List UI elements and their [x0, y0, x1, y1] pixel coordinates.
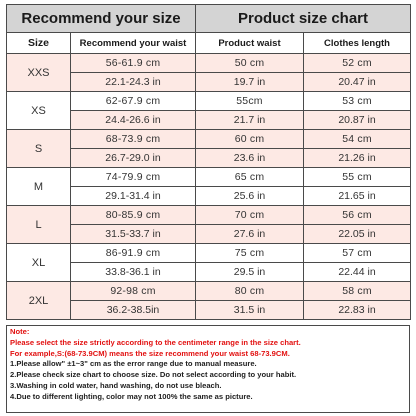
size-column-header: Size: [7, 33, 71, 54]
note-line: 3.Washing in cold water, hand washing, do not use bleach.: [10, 380, 222, 390]
recommend-waist-in: 24.4-26.6 in: [71, 111, 196, 130]
product-waist-cm: 65 cm: [196, 168, 304, 187]
recommend-waist-in: 33.8-36.1 in: [71, 263, 196, 282]
size-label: XXS: [7, 54, 71, 92]
size-label: 2XL: [7, 282, 71, 320]
clothes-length-cm: 58 cm: [304, 282, 411, 301]
product-waist-in: 27.6 in: [196, 225, 304, 244]
size-row-xxs-cm: [7, 54, 411, 73]
recommend-waist-cm: 86-91.9 cm: [71, 244, 196, 263]
size-row-xl-cm: [7, 244, 411, 263]
size-row-s-cm: [7, 130, 411, 149]
note-line: 1.Please allow" ±1~3" cm as the error range due to manual measure.: [10, 359, 257, 369]
clothes-length-in: 20.47 in: [304, 73, 411, 92]
size-label: S: [7, 130, 71, 168]
recommend-waist-cm: 92-98 cm: [71, 282, 196, 301]
clothes-length-cm: 52 cm: [304, 54, 411, 73]
product-waist-cm: 50 cm: [196, 54, 304, 73]
size-row-m-cm: [7, 168, 411, 187]
recommend-waist-in: 36.2-38.5in: [71, 301, 196, 320]
product-waist-in: 19.7 in: [196, 73, 304, 92]
recommend-waist-in: 22.1-24.3 in: [71, 73, 196, 92]
recommend-waist-cm: 68-73.9 cm: [71, 130, 196, 149]
product-waist-in: 21.7 in: [196, 111, 304, 130]
size-label: XL: [7, 244, 71, 282]
size-row-l-cm: [7, 206, 411, 225]
recommend-waist-cm: 56-61.9 cm: [71, 54, 196, 73]
clothes-length-in: 22.83 in: [304, 301, 411, 320]
clothes-length-in: 20.87 in: [304, 111, 411, 130]
note-line: For example,S:(68-73.9CM) means the size recommend your waist 68-73.9CM.: [10, 348, 290, 358]
product-waist-in: 29.5 in: [196, 263, 304, 282]
recommend-waist-in: 26.7-29.0 in: [71, 149, 196, 168]
note-line: Please select the size strictly according to the centimeter range in the size chart.: [10, 337, 301, 347]
size-label: M: [7, 168, 71, 206]
size-label: L: [7, 206, 71, 244]
clothes-length-cm: 56 cm: [304, 206, 411, 225]
recommend-waist-in: 29.1-31.4 in: [71, 187, 196, 206]
product-waist-in: 25.6 in: [196, 187, 304, 206]
product-waist-cm: 55cm: [196, 92, 304, 111]
chart-banner-row: [7, 5, 411, 33]
recommend-waist-in: 31.5-33.7 in: [71, 225, 196, 244]
product-waist-in: 23.6 in: [196, 149, 304, 168]
clothes-length-cm: 55 cm: [304, 168, 411, 187]
clothes-length-cm: 57 cm: [304, 244, 411, 263]
product-waist-column-header: Product waist: [196, 33, 304, 54]
product-waist-in: 31.5 in: [196, 301, 304, 320]
clothes-length-in: 21.26 in: [304, 149, 411, 168]
recommend-waist-cm: 74-79.9 cm: [71, 168, 196, 187]
notes-box: [6, 325, 410, 413]
note-line: 4.Due to different lighting, color may not 100% the same as picture.: [10, 391, 253, 401]
size-label: XS: [7, 92, 71, 130]
clothes-length-cm: 53 cm: [304, 92, 411, 111]
clothes-length-in: 22.44 in: [304, 263, 411, 282]
product-waist-cm: 60 cm: [196, 130, 304, 149]
product-waist-cm: 80 cm: [196, 282, 304, 301]
size-chart-table: [6, 4, 411, 320]
clothes-length-cm: 54 cm: [304, 130, 411, 149]
size-row-2xl-cm: [7, 282, 411, 301]
note-line: 2.Please check size chart to choose size. Do not select according to your habit.: [10, 370, 297, 380]
product-waist-cm: 70 cm: [196, 206, 304, 225]
clothes-length-in: 21.65 in: [304, 187, 411, 206]
clothes-length-in: 22.05 in: [304, 225, 411, 244]
column-header-row: [7, 33, 411, 54]
clothes-length-column-header: Clothes length: [304, 33, 411, 54]
size-row-xs-cm: [7, 92, 411, 111]
notes-title: Note:: [10, 327, 30, 336]
recommend-waist-cm: 80-85.9 cm: [71, 206, 196, 225]
product-size-chart-title: Product size chart: [196, 5, 411, 33]
recommend-waist-cm: 62-67.9 cm: [71, 92, 196, 111]
product-waist-cm: 75 cm: [196, 244, 304, 263]
recommend-waist-column-header: Recommend your waist: [71, 33, 196, 54]
recommend-size-title: Recommend your size: [7, 5, 196, 33]
